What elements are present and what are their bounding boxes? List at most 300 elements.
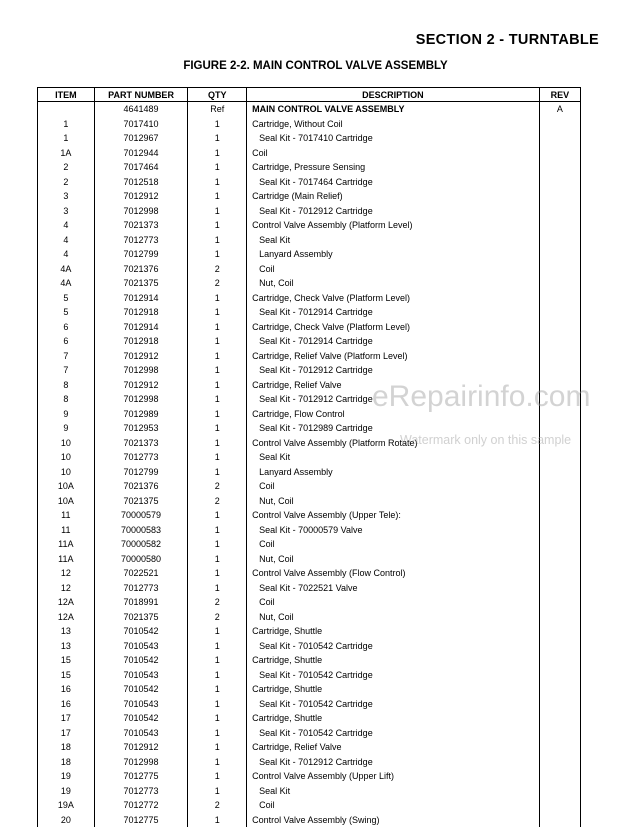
description-cell: Cartridge (Main Relief) xyxy=(247,189,540,204)
table-row xyxy=(38,349,581,364)
part-number-cell: 7012912 xyxy=(94,349,188,364)
table-row xyxy=(38,755,581,770)
table-row xyxy=(38,740,581,755)
item-cell: 16 xyxy=(38,682,95,697)
part-number-cell: 7017410 xyxy=(94,117,188,132)
qty-cell: 1 xyxy=(188,247,247,262)
item-cell: 18 xyxy=(38,740,95,755)
part-number-cell: 7012773 xyxy=(94,450,188,465)
item-cell: 10 xyxy=(38,436,95,451)
table-row xyxy=(38,117,581,132)
part-number-cell: 70000579 xyxy=(94,508,188,523)
item-cell: 2 xyxy=(38,160,95,175)
table-row xyxy=(38,653,581,668)
rev-cell xyxy=(539,378,580,393)
part-number-cell: 7018991 xyxy=(94,595,188,610)
table-row xyxy=(38,363,581,378)
item-cell: 4A xyxy=(38,262,95,277)
item-cell: 15 xyxy=(38,653,95,668)
rev-cell xyxy=(539,363,580,378)
table-row xyxy=(38,378,581,393)
rev-cell xyxy=(539,262,580,277)
part-number-cell: 7021375 xyxy=(94,276,188,291)
table-row xyxy=(38,218,581,233)
table-header-row xyxy=(38,88,581,102)
item-cell: 18 xyxy=(38,755,95,770)
rev-cell xyxy=(539,682,580,697)
description-cell: Control Valve Assembly (Upper Lift) xyxy=(247,769,540,784)
item-cell: 9 xyxy=(38,421,95,436)
item-cell: 19 xyxy=(38,784,95,799)
description-cell: Seal Kit - 7012912 Cartridge xyxy=(247,204,540,219)
table-row xyxy=(38,262,581,277)
description-cell: Coil xyxy=(247,479,540,494)
description-cell: Lanyard Assembly xyxy=(247,465,540,480)
qty-cell: 1 xyxy=(188,813,247,828)
table-row xyxy=(38,407,581,422)
table-row xyxy=(38,595,581,610)
qty-cell: 1 xyxy=(188,726,247,741)
qty-cell: 1 xyxy=(188,392,247,407)
table-row xyxy=(38,784,581,799)
qty-cell: 1 xyxy=(188,291,247,306)
rev-cell xyxy=(539,769,580,784)
item-cell: 11 xyxy=(38,523,95,538)
qty-cell: 1 xyxy=(188,682,247,697)
qty-cell: 1 xyxy=(188,740,247,755)
table-row xyxy=(38,392,581,407)
description-cell: Seal Kit - 7010542 Cartridge xyxy=(247,697,540,712)
qty-cell: 2 xyxy=(188,610,247,625)
item-cell: 5 xyxy=(38,291,95,306)
description-cell: Seal Kit - 7012912 Cartridge xyxy=(247,392,540,407)
rev-cell xyxy=(539,624,580,639)
rev-cell xyxy=(539,726,580,741)
rev-cell xyxy=(539,508,580,523)
qty-cell: 1 xyxy=(188,146,247,161)
qty-cell: 1 xyxy=(188,450,247,465)
item-cell: 10 xyxy=(38,465,95,480)
part-number-cell: 7012998 xyxy=(94,204,188,219)
qty-cell: 1 xyxy=(188,334,247,349)
item-cell: 1A xyxy=(38,146,95,161)
rev-cell xyxy=(539,175,580,190)
rev-cell xyxy=(539,711,580,726)
description-cell: Cartridge, Shuttle xyxy=(247,711,540,726)
description-cell: Cartridge, Shuttle xyxy=(247,682,540,697)
qty-cell: 1 xyxy=(188,204,247,219)
rev-cell xyxy=(539,160,580,175)
item-cell: 8 xyxy=(38,392,95,407)
item-cell: 17 xyxy=(38,726,95,741)
description-cell: Seal Kit - 7012912 Cartridge xyxy=(247,363,540,378)
item-cell: 2 xyxy=(38,175,95,190)
part-number-cell: 7021373 xyxy=(94,218,188,233)
table-row xyxy=(38,421,581,436)
table-row xyxy=(38,450,581,465)
qty-cell: 1 xyxy=(188,218,247,233)
description-cell: Cartridge, Flow Control xyxy=(247,407,540,422)
qty-cell: 1 xyxy=(188,421,247,436)
description-cell: Seal Kit xyxy=(247,233,540,248)
item-cell: 5 xyxy=(38,305,95,320)
table-row xyxy=(38,276,581,291)
qty-cell: 1 xyxy=(188,769,247,784)
rev-cell xyxy=(539,740,580,755)
qty-cell: 1 xyxy=(188,624,247,639)
item-cell: 8 xyxy=(38,378,95,393)
item-cell: 4 xyxy=(38,233,95,248)
part-number-cell: 7021375 xyxy=(94,494,188,509)
part-number-cell: 7010542 xyxy=(94,682,188,697)
description-cell: Cartridge, Shuttle xyxy=(247,624,540,639)
part-number-cell: 7022521 xyxy=(94,566,188,581)
table-row xyxy=(38,102,581,117)
rev-cell xyxy=(539,334,580,349)
description-cell: Seal Kit - 7017464 Cartridge xyxy=(247,175,540,190)
rev-cell xyxy=(539,146,580,161)
qty-cell: 1 xyxy=(188,305,247,320)
qty-cell: 1 xyxy=(188,189,247,204)
part-number-cell: 7012918 xyxy=(94,334,188,349)
qty-cell: 1 xyxy=(188,711,247,726)
description-cell: MAIN CONTROL VALVE ASSEMBLY xyxy=(247,102,540,117)
qty-cell: 1 xyxy=(188,523,247,538)
part-number-cell: 7012775 xyxy=(94,813,188,828)
table-row xyxy=(38,624,581,639)
item-cell: 9 xyxy=(38,407,95,422)
table-row xyxy=(38,146,581,161)
part-number-cell: 7012912 xyxy=(94,378,188,393)
description-cell: Nut, Coil xyxy=(247,552,540,567)
qty-cell: 1 xyxy=(188,233,247,248)
rev-cell xyxy=(539,117,580,132)
rev-cell xyxy=(539,523,580,538)
part-number-cell: 7012912 xyxy=(94,740,188,755)
part-number-cell: 7012989 xyxy=(94,407,188,422)
table-row xyxy=(38,204,581,219)
table-row xyxy=(38,334,581,349)
qty-cell: 1 xyxy=(188,363,247,378)
item-cell: 7 xyxy=(38,363,95,378)
description-cell: Seal Kit - 7010542 Cartridge xyxy=(247,726,540,741)
column-header-part-number: PART NUMBER xyxy=(94,88,188,102)
rev-cell xyxy=(539,421,580,436)
qty-cell: 1 xyxy=(188,320,247,335)
part-number-cell: 7012773 xyxy=(94,784,188,799)
description-cell: Cartridge, Check Valve (Platform Level) xyxy=(247,291,540,306)
description-cell: Seal Kit - 7012912 Cartridge xyxy=(247,755,540,770)
part-number-cell: 7012773 xyxy=(94,581,188,596)
item-cell: 12A xyxy=(38,595,95,610)
table-row xyxy=(38,697,581,712)
item-cell xyxy=(38,102,95,117)
parts-list-table xyxy=(37,87,581,827)
item-cell: 3 xyxy=(38,189,95,204)
table-row xyxy=(38,291,581,306)
rev-cell xyxy=(539,320,580,335)
rev-cell xyxy=(539,465,580,480)
qty-cell: Ref xyxy=(188,102,247,117)
part-number-cell: 7012773 xyxy=(94,233,188,248)
description-cell: Control Valve Assembly (Swing) xyxy=(247,813,540,828)
qty-cell: 1 xyxy=(188,378,247,393)
rev-cell xyxy=(539,407,580,422)
part-number-cell: 7012944 xyxy=(94,146,188,161)
rev-cell xyxy=(539,131,580,146)
item-cell: 3 xyxy=(38,204,95,219)
description-cell: Cartridge, Relief Valve xyxy=(247,378,540,393)
qty-cell: 1 xyxy=(188,566,247,581)
description-cell: Seal Kit xyxy=(247,784,540,799)
rev-cell xyxy=(539,349,580,364)
item-cell: 6 xyxy=(38,320,95,335)
rev-cell xyxy=(539,276,580,291)
rev-cell xyxy=(539,784,580,799)
qty-cell: 1 xyxy=(188,697,247,712)
description-cell: Cartridge, Shuttle xyxy=(247,653,540,668)
table-row xyxy=(38,436,581,451)
description-cell: Seal Kit - 7012914 Cartridge xyxy=(247,305,540,320)
item-cell: 10A xyxy=(38,479,95,494)
table-row xyxy=(38,726,581,741)
qty-cell: 2 xyxy=(188,479,247,494)
part-number-cell: 7012914 xyxy=(94,320,188,335)
qty-cell: 1 xyxy=(188,552,247,567)
rev-cell xyxy=(539,697,580,712)
table-row xyxy=(38,639,581,654)
item-cell: 10 xyxy=(38,450,95,465)
qty-cell: 2 xyxy=(188,494,247,509)
description-cell: Coil xyxy=(247,262,540,277)
rev-cell xyxy=(539,494,580,509)
table-row xyxy=(38,813,581,828)
description-cell: Seal Kit - 7010542 Cartridge xyxy=(247,668,540,683)
qty-cell: 1 xyxy=(188,653,247,668)
part-number-cell: 7012775 xyxy=(94,769,188,784)
qty-cell: 1 xyxy=(188,784,247,799)
qty-cell: 1 xyxy=(188,639,247,654)
part-number-cell: 7012518 xyxy=(94,175,188,190)
part-number-cell: 70000582 xyxy=(94,537,188,552)
item-cell: 12A xyxy=(38,610,95,625)
table-row xyxy=(38,711,581,726)
rev-cell xyxy=(539,639,580,654)
rev-cell xyxy=(539,392,580,407)
qty-cell: 1 xyxy=(188,436,247,451)
part-number-cell: 7010542 xyxy=(94,653,188,668)
part-number-cell: 7012912 xyxy=(94,189,188,204)
description-cell: Coil xyxy=(247,595,540,610)
rev-cell xyxy=(539,247,580,262)
rev-cell xyxy=(539,566,580,581)
item-cell: 11A xyxy=(38,552,95,567)
rev-cell xyxy=(539,552,580,567)
item-cell: 20 xyxy=(38,813,95,828)
item-cell: 12 xyxy=(38,566,95,581)
rev-cell xyxy=(539,595,580,610)
table-row xyxy=(38,537,581,552)
item-cell: 19 xyxy=(38,769,95,784)
item-cell: 17 xyxy=(38,711,95,726)
qty-cell: 1 xyxy=(188,349,247,364)
description-cell: Cartridge, Check Valve (Platform Level) xyxy=(247,320,540,335)
part-number-cell: 70000580 xyxy=(94,552,188,567)
rev-cell xyxy=(539,653,580,668)
description-cell: Coil xyxy=(247,537,540,552)
item-cell: 4 xyxy=(38,247,95,262)
qty-cell: 1 xyxy=(188,581,247,596)
table-row xyxy=(38,233,581,248)
item-cell: 4A xyxy=(38,276,95,291)
qty-cell: 1 xyxy=(188,508,247,523)
rev-cell xyxy=(539,479,580,494)
part-number-cell: 7012799 xyxy=(94,247,188,262)
description-cell: Cartridge, Relief Valve (Platform Level) xyxy=(247,349,540,364)
qty-cell: 1 xyxy=(188,465,247,480)
qty-cell: 2 xyxy=(188,595,247,610)
part-number-cell: 7021376 xyxy=(94,479,188,494)
part-number-cell: 7010543 xyxy=(94,726,188,741)
watermark-notice: Watermark only on this sample xyxy=(400,433,572,447)
figure-title: FIGURE 2-2. MAIN CONTROL VALVE ASSEMBLY xyxy=(183,60,448,72)
description-cell: Lanyard Assembly xyxy=(247,247,540,262)
item-cell: 13 xyxy=(38,639,95,654)
part-number-cell: 7012772 xyxy=(94,798,188,813)
part-number-cell: 7010543 xyxy=(94,668,188,683)
qty-cell: 1 xyxy=(188,537,247,552)
table-row xyxy=(38,798,581,813)
qty-cell: 2 xyxy=(188,798,247,813)
description-cell: Nut, Coil xyxy=(247,276,540,291)
item-cell: 10A xyxy=(38,494,95,509)
description-cell: Cartridge, Relief Valve xyxy=(247,740,540,755)
part-number-cell: 7010542 xyxy=(94,624,188,639)
table-row xyxy=(38,479,581,494)
part-number-cell: 7012998 xyxy=(94,392,188,407)
part-number-cell: 7021375 xyxy=(94,610,188,625)
table-row xyxy=(38,189,581,204)
description-cell: Control Valve Assembly (Platform Rotate) xyxy=(247,436,540,451)
description-cell: Seal Kit - 7010542 Cartridge xyxy=(247,639,540,654)
table-row xyxy=(38,552,581,567)
description-cell: Nut, Coil xyxy=(247,610,540,625)
column-header-description: DESCRIPTION xyxy=(247,88,540,102)
watermark-brand: eRepairinfo.com xyxy=(372,380,591,413)
qty-cell: 1 xyxy=(188,755,247,770)
description-cell: Coil xyxy=(247,146,540,161)
description-cell: Seal Kit - 70000579 Valve xyxy=(247,523,540,538)
item-cell: 16 xyxy=(38,697,95,712)
item-cell: 19A xyxy=(38,798,95,813)
description-cell: Seal Kit - 7022521 Valve xyxy=(247,581,540,596)
part-number-cell: 7010542 xyxy=(94,711,188,726)
qty-cell: 1 xyxy=(188,668,247,683)
table-row xyxy=(38,131,581,146)
table-row xyxy=(38,769,581,784)
item-cell: 11A xyxy=(38,537,95,552)
qty-cell: 1 xyxy=(188,117,247,132)
item-cell: 6 xyxy=(38,334,95,349)
table-row xyxy=(38,682,581,697)
rev-cell xyxy=(539,291,580,306)
table-row xyxy=(38,160,581,175)
item-cell: 1 xyxy=(38,117,95,132)
table-row xyxy=(38,247,581,262)
rev-cell xyxy=(539,813,580,828)
description-cell: Control Valve Assembly (Flow Control) xyxy=(247,566,540,581)
rev-cell xyxy=(539,218,580,233)
item-cell: 11 xyxy=(38,508,95,523)
item-cell: 12 xyxy=(38,581,95,596)
rev-cell xyxy=(539,798,580,813)
part-number-cell: 7012998 xyxy=(94,755,188,770)
table-row xyxy=(38,175,581,190)
column-header-rev: REV xyxy=(539,88,580,102)
table-row xyxy=(38,566,581,581)
qty-cell: 1 xyxy=(188,175,247,190)
description-cell: Seal Kit - 7012914 Cartridge xyxy=(247,334,540,349)
rev-cell: A xyxy=(539,102,580,117)
item-cell: 15 xyxy=(38,668,95,683)
table-row xyxy=(38,523,581,538)
part-number-cell: 7012998 xyxy=(94,363,188,378)
description-cell: Control Valve Assembly (Upper Tele): xyxy=(247,508,540,523)
item-cell: 1 xyxy=(38,131,95,146)
rev-cell xyxy=(539,755,580,770)
rev-cell xyxy=(539,233,580,248)
qty-cell: 2 xyxy=(188,262,247,277)
rev-cell xyxy=(539,581,580,596)
qty-cell: 1 xyxy=(188,131,247,146)
column-header-item: ITEM xyxy=(38,88,95,102)
table-row xyxy=(38,610,581,625)
part-number-cell: 7012967 xyxy=(94,131,188,146)
part-number-cell: 7021373 xyxy=(94,436,188,451)
section-title: SECTION 2 - TURNTABLE xyxy=(415,32,599,48)
table-row xyxy=(38,305,581,320)
item-cell: 4 xyxy=(38,218,95,233)
description-cell: Seal Kit xyxy=(247,450,540,465)
description-cell: Control Valve Assembly (Platform Level) xyxy=(247,218,540,233)
part-number-cell: 70000583 xyxy=(94,523,188,538)
item-cell: 7 xyxy=(38,349,95,364)
part-number-cell: 7012799 xyxy=(94,465,188,480)
part-number-cell: 7017464 xyxy=(94,160,188,175)
rev-cell xyxy=(539,204,580,219)
part-number-cell: 7021376 xyxy=(94,262,188,277)
rev-cell xyxy=(539,668,580,683)
description-cell: Seal Kit - 7012989 Cartridge xyxy=(247,421,540,436)
description-cell: Seal Kit - 7017410 Cartridge xyxy=(247,131,540,146)
item-cell: 13 xyxy=(38,624,95,639)
rev-cell xyxy=(539,305,580,320)
table-row xyxy=(38,581,581,596)
qty-cell: 2 xyxy=(188,276,247,291)
table-row xyxy=(38,320,581,335)
table-row xyxy=(38,465,581,480)
part-number-cell: 7012918 xyxy=(94,305,188,320)
table-row xyxy=(38,508,581,523)
table-row xyxy=(38,668,581,683)
column-header-qty: QTY xyxy=(188,88,247,102)
qty-cell: 1 xyxy=(188,407,247,422)
table-row xyxy=(38,494,581,509)
part-number-cell: 7010543 xyxy=(94,697,188,712)
description-cell: Cartridge, Pressure Sensing xyxy=(247,160,540,175)
rev-cell xyxy=(539,450,580,465)
part-number-cell: 7010543 xyxy=(94,639,188,654)
